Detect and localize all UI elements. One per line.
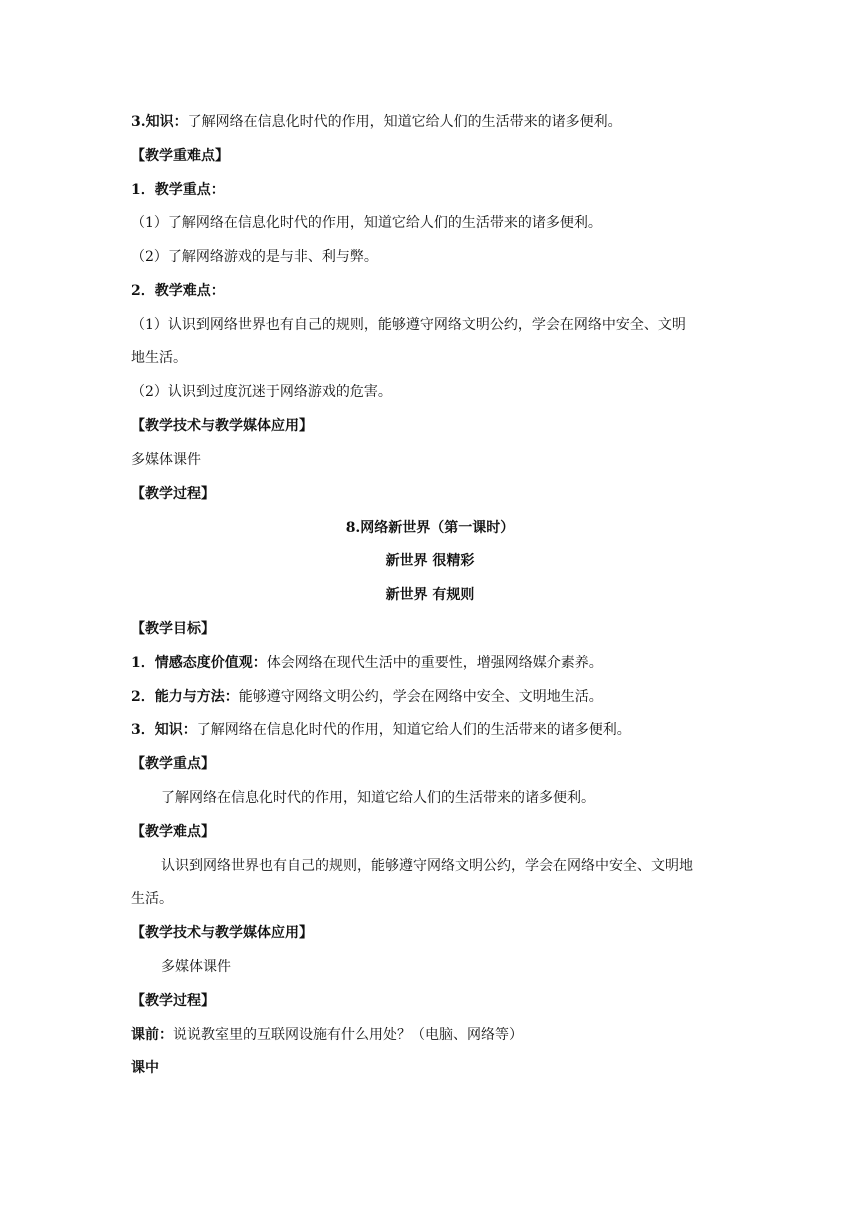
- section-heading-media: 【教学技术与教学媒体应用】: [131, 418, 313, 434]
- section-heading-media-2: 【教学技术与教学媒体应用】: [131, 925, 313, 941]
- key-point-2: （2）了解网络游戏的是与非、利与弊。: [131, 249, 378, 265]
- lesson-subtitle-2: 新世界 有规则: [385, 587, 475, 603]
- key-point-text: 了解网络在信息化时代的作用，知道它给人们的生活带来的诸多便利。: [161, 790, 595, 806]
- section-heading-goals: 【教学目标】: [131, 621, 215, 637]
- knowledge-goal-line: [131, 112, 736, 132]
- section-heading-key: 【教学重点】: [131, 756, 215, 772]
- section-heading-process-2: 【教学过程】: [131, 993, 215, 1009]
- goal-1-label: 1．情感态度价值观：: [131, 655, 267, 671]
- key-point-1: （1）了解网络在信息化时代的作用，知道它给人们的生活带来的诸多便利。: [131, 215, 602, 231]
- media-text: 多媒体课件: [131, 452, 201, 468]
- difficult-points-label: 2．教学难点：: [131, 283, 225, 299]
- difficult-text-a: 认识到网络世界也有自己的规则，能够遵守网络文明公约，学会在网络中安全、文明地: [161, 858, 693, 874]
- in-class-label: 课中: [131, 1060, 159, 1076]
- goal-2-label: 2．能力与方法：: [131, 689, 239, 705]
- before-class-line: [131, 1025, 736, 1045]
- difficult-point-1-b: 地生活。: [131, 350, 187, 366]
- lesson-title: 8.网络新世界（第一课时）: [345, 520, 515, 536]
- goal-1-text: 体会网络在现代生活中的重要性，增强网络媒介素养。: [266, 655, 603, 671]
- before-class-text: 说说教室里的互联网设施有什么用处？（电脑、网络等）: [173, 1027, 523, 1043]
- goal-2: [131, 687, 736, 707]
- before-class-label: 课前：: [131, 1027, 173, 1043]
- goal-3-label: 3．知识：: [131, 722, 197, 738]
- difficult-point-2: （2）认识到过度沉迷于网络游戏的危害。: [131, 384, 392, 400]
- goal-1: [131, 653, 736, 673]
- section-heading-key-difficult: 【教学重难点】: [131, 148, 229, 164]
- knowledge-text: 了解网络在信息化时代的作用，知道它给人们的生活带来的诸多便利。: [187, 114, 622, 130]
- lesson-subtitle-1: 新世界 很精彩: [385, 553, 475, 569]
- difficult-text-b: 生活。: [131, 891, 173, 907]
- key-points-label: 1．教学重点：: [131, 182, 225, 198]
- goal-3: [131, 720, 736, 740]
- section-heading-process: 【教学过程】: [131, 486, 215, 502]
- goal-2-text: 能够遵守网络文明公约，学会在网络中安全、文明地生活。: [238, 689, 603, 705]
- knowledge-label: 3.知识：: [131, 114, 188, 130]
- section-heading-difficult: 【教学难点】: [131, 824, 215, 840]
- media-text-2: 多媒体课件: [161, 959, 231, 975]
- difficult-point-1-a: （1）认识到网络世界也有自己的规则，能够遵守网络文明公约，学会在网络中安全、文明: [131, 317, 686, 333]
- goal-3-text: 了解网络在信息化时代的作用，知道它给人们的生活带来的诸多便利。: [196, 722, 631, 738]
